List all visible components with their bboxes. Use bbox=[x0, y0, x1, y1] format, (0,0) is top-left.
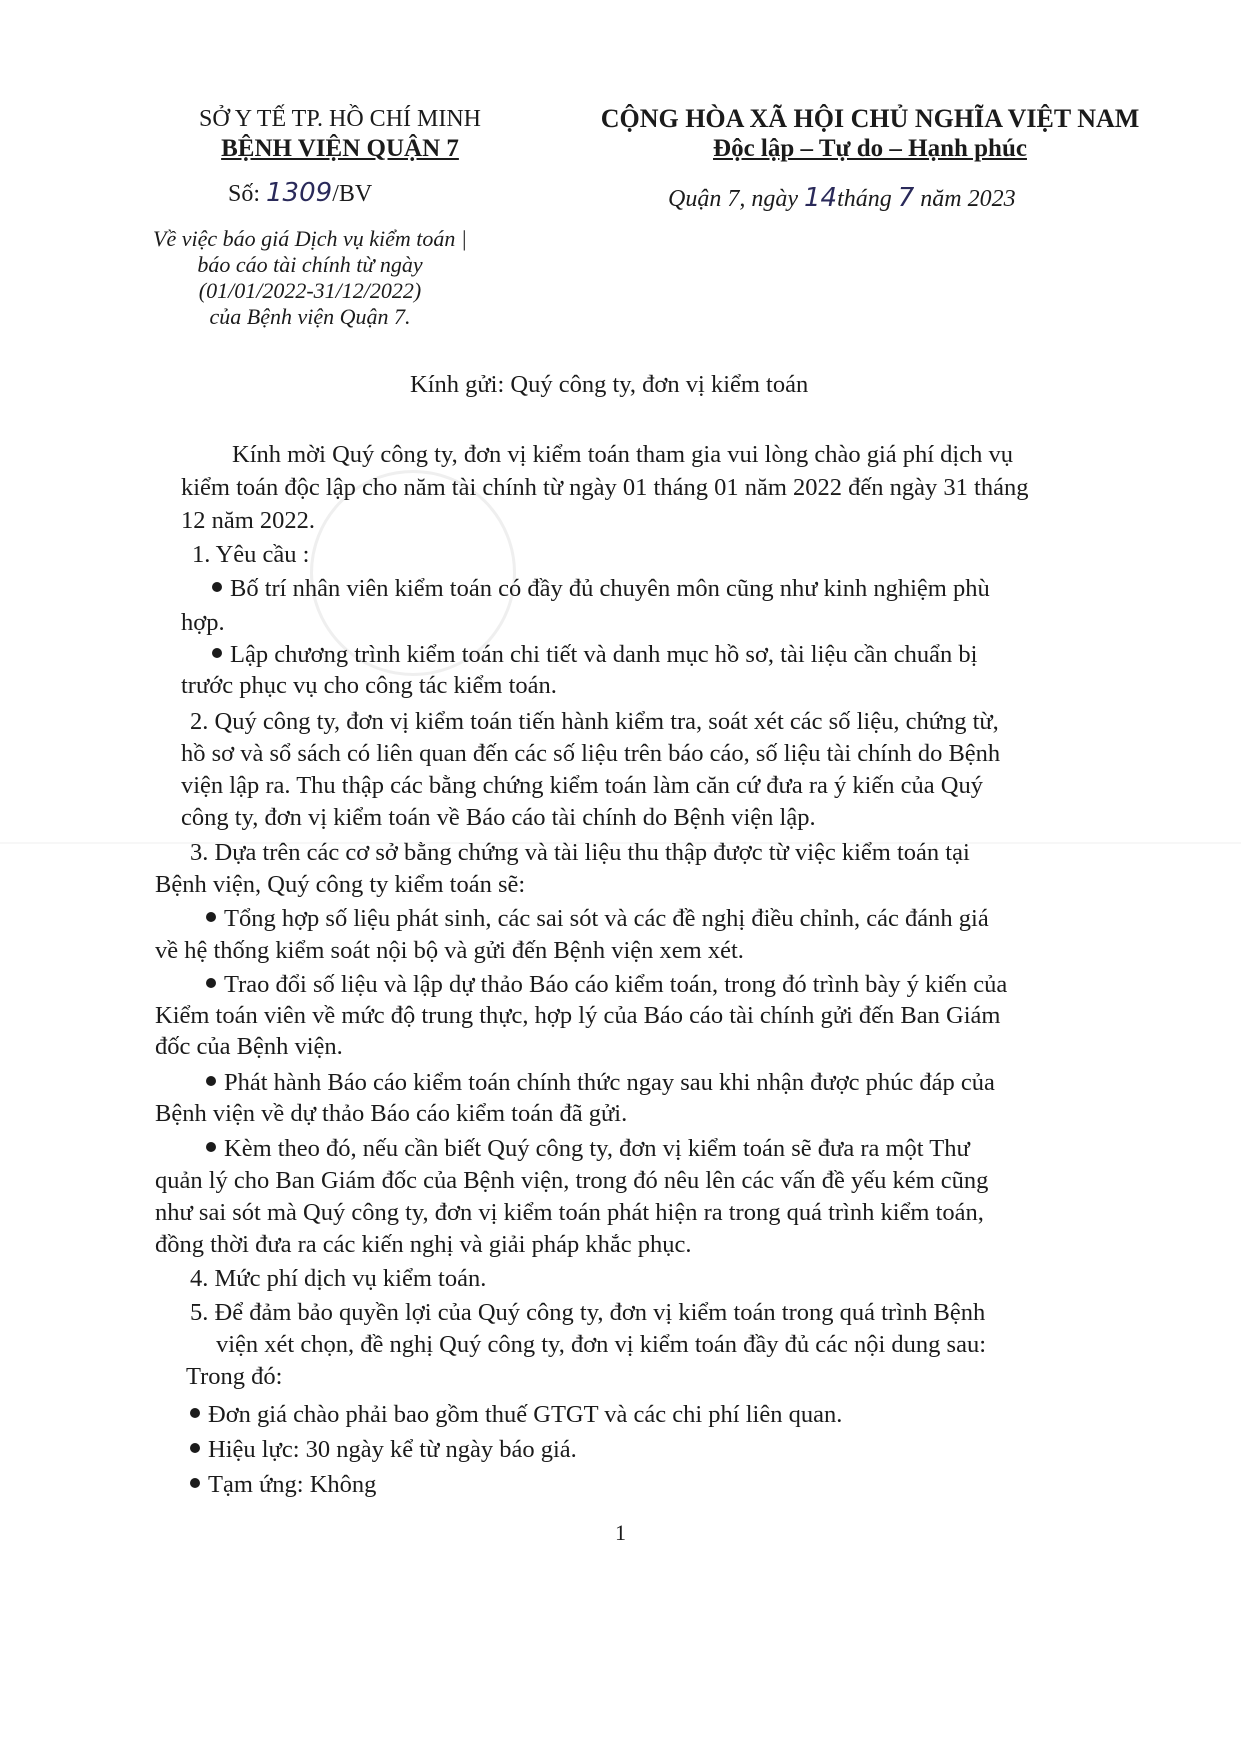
motto-text: Độc lập – Tự do – Hạnh phúc bbox=[713, 135, 1027, 162]
bullet-icon bbox=[206, 912, 216, 922]
item-2-line: công ty, đơn vị kiểm toán về Báo cáo tài chính do Bệnh viện lập. bbox=[181, 804, 816, 831]
condition-text: Tạm ứng: Không bbox=[208, 1471, 377, 1498]
bullet-icon bbox=[190, 1443, 200, 1453]
date-year: năm 2023 bbox=[920, 186, 1016, 212]
country-name: CỘNG HÒA XÃ HỘI CHỦ NGHĨA VIỆT NAM bbox=[600, 104, 1140, 133]
so-number-handwritten: 1309 bbox=[266, 178, 333, 208]
bullet-continuation: quản lý cho Ban Giám đốc của Bệnh viện, trong đó nêu lên các vấn đề yếu kém cũng bbox=[155, 1167, 989, 1194]
subject-line: của Bệnh viện Quận 7. bbox=[209, 304, 411, 329]
bullet-icon bbox=[212, 582, 222, 592]
bullet-icon bbox=[206, 978, 216, 988]
so-suffix: /BV bbox=[332, 181, 373, 207]
hospital-name-text: BỆNH VIỆN QUẬN 7 bbox=[221, 135, 459, 162]
condition-text: Hiệu lực: 30 ngày kể từ ngày báo giá. bbox=[208, 1436, 577, 1463]
bullet-icon bbox=[190, 1408, 200, 1418]
bullet-text: Kèm theo đó, nếu cần biết Quý công ty, đơn vị kiểm toán sẽ đưa ra một Thư bbox=[224, 1135, 970, 1162]
bullet-item bbox=[206, 1066, 995, 1099]
subject-block bbox=[140, 226, 480, 330]
bullet-continuation: đồng thời đưa ra các kiến nghị và giải pháp khắc phục. bbox=[155, 1231, 692, 1258]
bullet-text: Lập chương trình kiểm toán chi tiết và danh mục hồ sơ, tài liệu cần chuẩn bị bbox=[230, 641, 978, 668]
bullet-icon bbox=[206, 1076, 216, 1086]
trong-do-label: Trong đó: bbox=[186, 1363, 283, 1390]
item-5-line: 5. Để đảm bảo quyền lợi của Quý công ty, đơn vị kiểm toán trong quá trình Bệnh bbox=[190, 1299, 986, 1326]
bullet-text: Trao đổi số liệu và lập dự thảo Báo cáo kiểm toán, trong đó trình bày ý kiến của bbox=[224, 971, 1008, 998]
bullet-icon bbox=[190, 1478, 200, 1488]
date-prefix: Quận 7, ngày bbox=[668, 186, 798, 212]
subject-line: (01/01/2022-31/12/2022) bbox=[198, 278, 422, 303]
document-number bbox=[228, 178, 372, 208]
item-3-line: Bệnh viện, Quý công ty kiểm toán sẽ: bbox=[155, 871, 526, 898]
item-2-line: viện lập ra. Thu thập các bằng chứng kiểm toán làm căn cứ đưa ra ý kiến của Quý bbox=[181, 772, 983, 799]
so-label: Số: bbox=[228, 181, 261, 207]
subject-line: Về việc báo giá Dịch vụ kiểm toán | bbox=[153, 226, 467, 251]
bullet-continuation: như sai sót mà Quý công ty, đơn vị kiểm toán phát hiện ra trong quá trình kiểm toán, bbox=[155, 1199, 984, 1226]
bullet-icon bbox=[212, 648, 222, 658]
bullet-icon bbox=[206, 1142, 216, 1152]
date-month-handwritten: 7 bbox=[897, 183, 915, 213]
item-5-line: viện xét chọn, đề nghị Quý công ty, đơn vị kiểm toán đầy đủ các nội dung sau: bbox=[216, 1331, 987, 1358]
bullet-item bbox=[212, 638, 977, 671]
bullet-continuation: trước phục vụ cho công tác kiểm toán. bbox=[181, 672, 557, 699]
intro-line: 12 năm 2022. bbox=[181, 507, 316, 534]
bullet-text: Bố trí nhân viên kiểm toán có đầy đủ chuyên môn cũng như kinh nghiệm phù bbox=[230, 575, 990, 602]
motto bbox=[560, 134, 1180, 164]
item-2-line: 2. Quý công ty, đơn vị kiểm toán tiến hành kiểm tra, soát xét các số liệu, chứng từ, bbox=[190, 708, 999, 735]
item-2-line: hồ sơ và sổ sách có liên quan đến các số liệu trên báo cáo, số liệu tài chính do Bệnh bbox=[181, 740, 1001, 767]
date-month-label: tháng bbox=[837, 186, 892, 212]
bullet-continuation: đốc của Bệnh viện. bbox=[155, 1033, 343, 1060]
bullet-item bbox=[206, 968, 1007, 1001]
bullet-continuation: hợp. bbox=[181, 609, 225, 636]
bullet-continuation: Kiểm toán viên về mức độ trung thực, hợp lý của Báo cáo tài chính gửi đến Ban Giám bbox=[155, 1002, 1001, 1029]
bullet-continuation: Bệnh viện về dự thảo Báo cáo kiểm toán đã gửi. bbox=[155, 1100, 628, 1127]
document-date bbox=[668, 183, 1016, 213]
intro-line: kiểm toán độc lập cho năm tài chính từ ngày 01 tháng 01 năm 2022 đến ngày 31 tháng bbox=[181, 474, 1029, 501]
org-name: SỞ Y TẾ TP. HỒ CHÍ MINH bbox=[198, 106, 482, 132]
condition-item bbox=[190, 1433, 577, 1466]
intro-line: Kính mời Quý công ty, đơn vị kiểm toán tham gia vui lòng chào giá phí dịch vụ bbox=[232, 441, 1013, 468]
subject-line: báo cáo tài chính từ ngày bbox=[197, 252, 423, 277]
recipient-line: Kính gửi: Quý công ty, đơn vị kiểm toán bbox=[410, 371, 809, 398]
condition-item bbox=[190, 1398, 842, 1431]
item-4: 4. Mức phí dịch vụ kiểm toán. bbox=[190, 1265, 487, 1292]
bullet-text: Tổng hợp số liệu phát sinh, các sai sót và các đề nghị điều chỉnh, các đánh giá bbox=[224, 905, 989, 932]
bullet-item bbox=[206, 1132, 970, 1165]
condition-item bbox=[190, 1468, 376, 1501]
bullet-item bbox=[206, 902, 989, 935]
bullet-item bbox=[212, 572, 990, 605]
bullet-continuation: về hệ thống kiểm soát nội bộ và gửi đến Bệnh viện xem xét. bbox=[155, 937, 744, 964]
date-day-handwritten: 14 bbox=[803, 183, 838, 213]
bullet-text: Phát hành Báo cáo kiểm toán chính thức ngay sau khi nhận được phúc đáp của bbox=[224, 1069, 995, 1096]
page-number: 1 bbox=[615, 1520, 626, 1545]
item-1-heading: 1. Yêu cầu : bbox=[192, 541, 310, 568]
hospital-name bbox=[150, 134, 530, 164]
item-3-line: 3. Dựa trên các cơ sở bằng chứng và tài liệu thu thập được từ việc kiểm toán tại bbox=[190, 839, 970, 866]
condition-text: Đơn giá chào phải bao gồm thuế GTGT và các chi phí liên quan. bbox=[208, 1401, 843, 1428]
